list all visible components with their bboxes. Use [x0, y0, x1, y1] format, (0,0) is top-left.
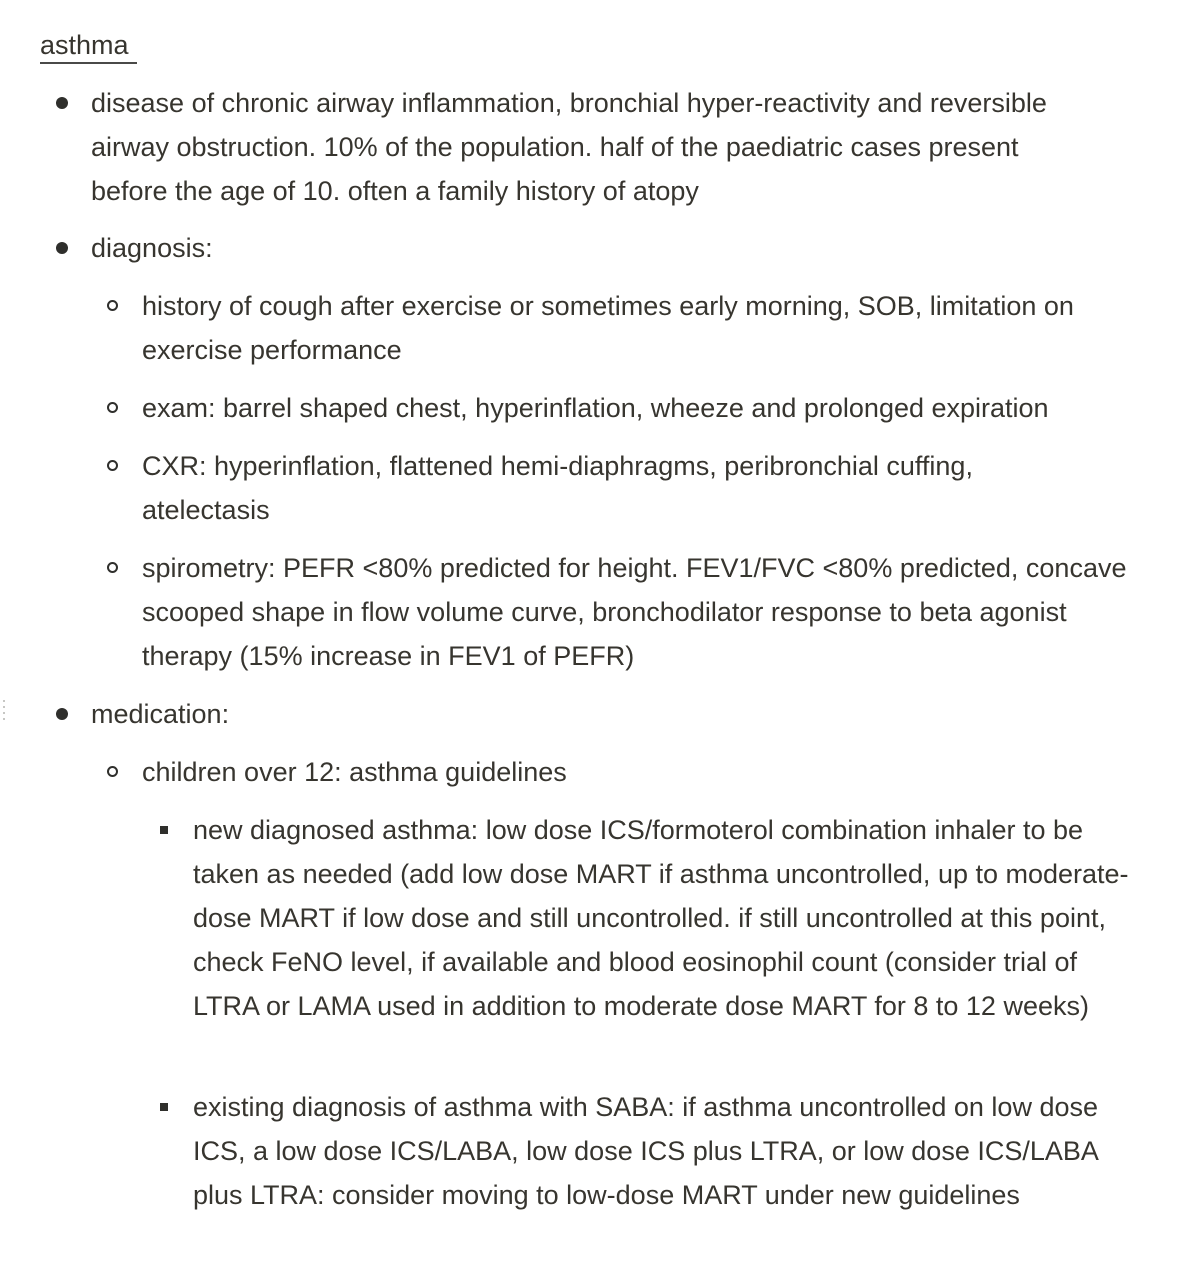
list-item-children-over-12[interactable]: children over 12: asthma guidelines	[142, 757, 567, 787]
list-item-existing-diagnosis[interactable]: existing diagnosis of asthma with SABA: if asthma uncontrolled on low dose ICS, a low dose ICS/LABA, low dose ICS plus LTRA, or low dose ICS/LABA plus LTRA: consider moving to low-dose MART under new guidelines	[193, 1092, 1098, 1210]
bullet-disc-icon	[56, 242, 68, 254]
page-heading[interactable]	[40, 26, 137, 64]
bullet-square-icon	[160, 1103, 168, 1111]
list-item-new-diagnosed[interactable]: new diagnosed asthma: low dose ICS/formoterol combination inhaler to be taken as needed (add low dose MART if asthma uncontrolled, up to moderate-dose MART if low dose and still uncontrolled. if still uncontrolled at this point, check FeNO level, if available and blood eosinophil count (consider trial of LTRA or LAMA used in addition to moderate dose MART for 8 to 12 weeks)	[193, 815, 1129, 1021]
bullet-circle-icon	[107, 766, 118, 777]
bullet-disc-icon	[56, 708, 68, 720]
list-item-overview[interactable]: disease of chronic airway inflammation, bronchial hyper-reactivity and reversible airway obstruction. 10% of the population. half of the paediatric cases present before the age of 10. often a family history of atopy	[91, 88, 1047, 206]
bullet-circle-icon	[107, 402, 118, 413]
list-item-history[interactable]: history of cough after exercise or sometimes early morning, SOB, limitation on exercise performance	[142, 291, 1074, 365]
list-item-exam[interactable]: exam: barrel shaped chest, hyperinflation, wheeze and prolonged expiration	[142, 393, 1049, 423]
list-item-spirometry[interactable]: spirometry: PEFR <80% predicted for height. FEV1/FVC <80% predicted, concave scooped shape in flow volume curve, bronchodilator response to beta agonist therapy (15% increase in FEV1 of PEFR)	[142, 553, 1127, 671]
bullet-circle-icon	[107, 300, 118, 311]
bullet-square-icon	[160, 826, 168, 834]
bullet-disc-icon	[56, 97, 68, 109]
heading-text: asthma	[40, 28, 137, 64]
list-item-diagnosis[interactable]: diagnosis:	[91, 233, 213, 263]
drag-handle-icon[interactable]	[3, 700, 11, 728]
bullet-circle-icon	[107, 562, 118, 573]
bullet-circle-icon	[107, 460, 118, 471]
list-item-medication[interactable]: medication:	[91, 699, 230, 729]
list-item-cxr[interactable]: CXR: hyperinflation, flattened hemi-diaphragms, peribronchial cuffing, atelectasis	[142, 451, 973, 525]
